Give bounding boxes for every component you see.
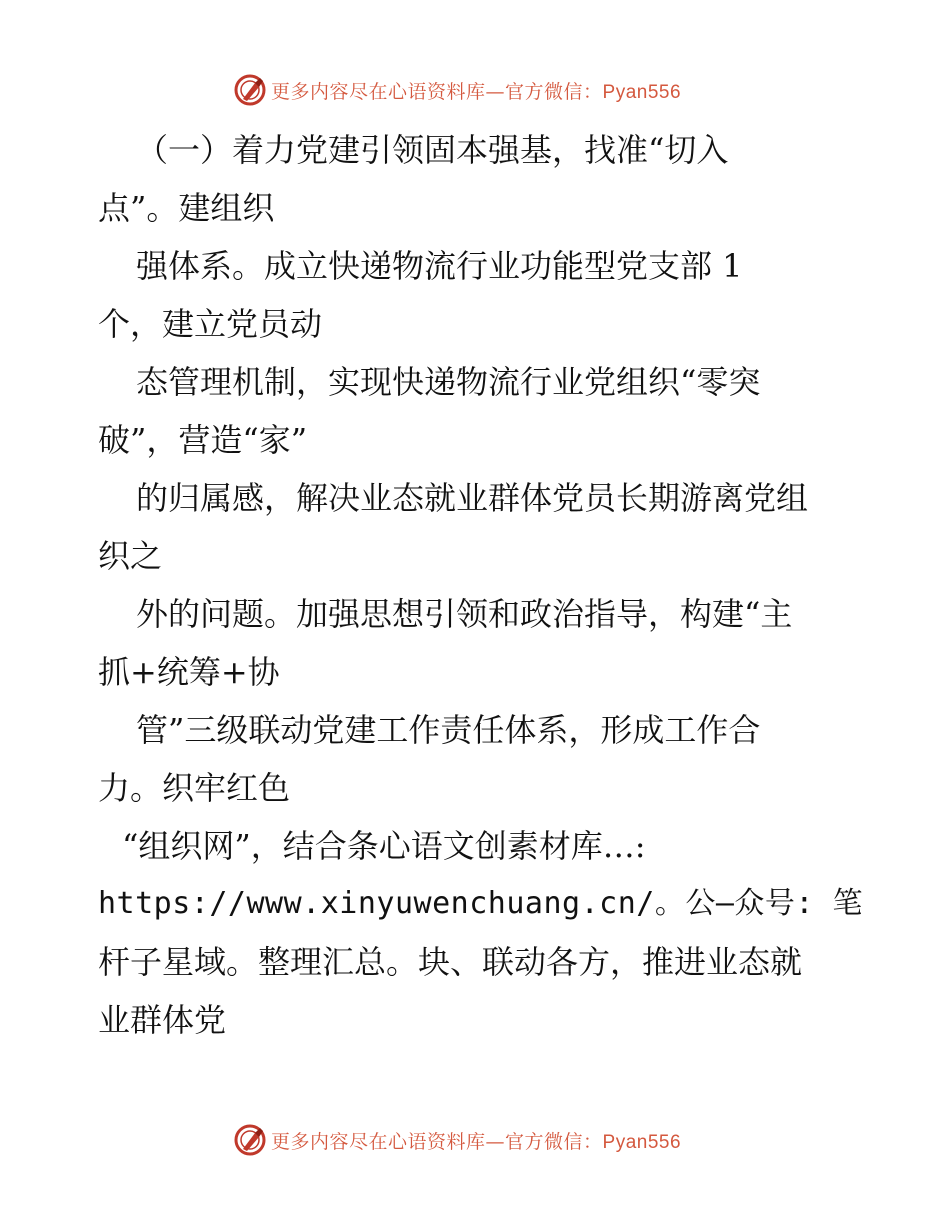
footer-banner <box>233 1122 681 1158</box>
text-line: 业群体党 <box>98 1001 227 1039</box>
pen-nib-seal-icon <box>233 1123 267 1157</box>
text-line: 个，建立党员动 <box>98 305 323 343</box>
header-banner-contact: Pyan556 <box>602 81 682 103</box>
header-banner-text <box>271 77 681 104</box>
pen-nib-seal-icon <box>233 73 267 107</box>
footer-banner-label: 更多内容尽在心语资料库—官方微信： <box>271 1130 603 1153</box>
text-line: 的归属感，解决业态就业群体党员长期游离党组 <box>136 479 809 517</box>
header-banner-label: 更多内容尽在心语资料库—官方微信： <box>271 80 603 103</box>
url-line: https://www.xinyuwenchuang.cn/。公—众号: 笔 <box>98 886 864 921</box>
footer-banner-text <box>271 1127 681 1154</box>
text-line: 外的问题。加强思想引领和政治指导，构建“主 <box>136 595 793 633</box>
document-body <box>98 121 864 1049</box>
header-banner <box>233 72 681 108</box>
text-line: 态管理机制，实现快递物流行业党组织“零突 <box>136 363 761 401</box>
text-line: 杆子星域。整理汇总。块、联动各方，推进业态就 <box>98 943 803 981</box>
text-line: 破”，营造“家” <box>98 421 308 459</box>
footer-banner-contact: Pyan556 <box>602 1131 682 1153</box>
text-line: 强体系。成立快递物流行业功能型党支部 1 <box>136 247 743 285</box>
text-line: 管”三级联动党建工作责任体系，形成工作合 <box>136 711 761 749</box>
text-line: 织之 <box>98 537 163 575</box>
text-line: （一）着力党建引领固本强基，找准“切入 <box>136 131 729 169</box>
text-line: 力。织牢红色 <box>98 769 291 807</box>
text-line: 抓+统筹+协 <box>98 653 280 691</box>
text-line: 点”。建组织 <box>98 189 275 227</box>
text-line: “组织网”，结合条心语文创素材库…: <box>122 827 646 865</box>
